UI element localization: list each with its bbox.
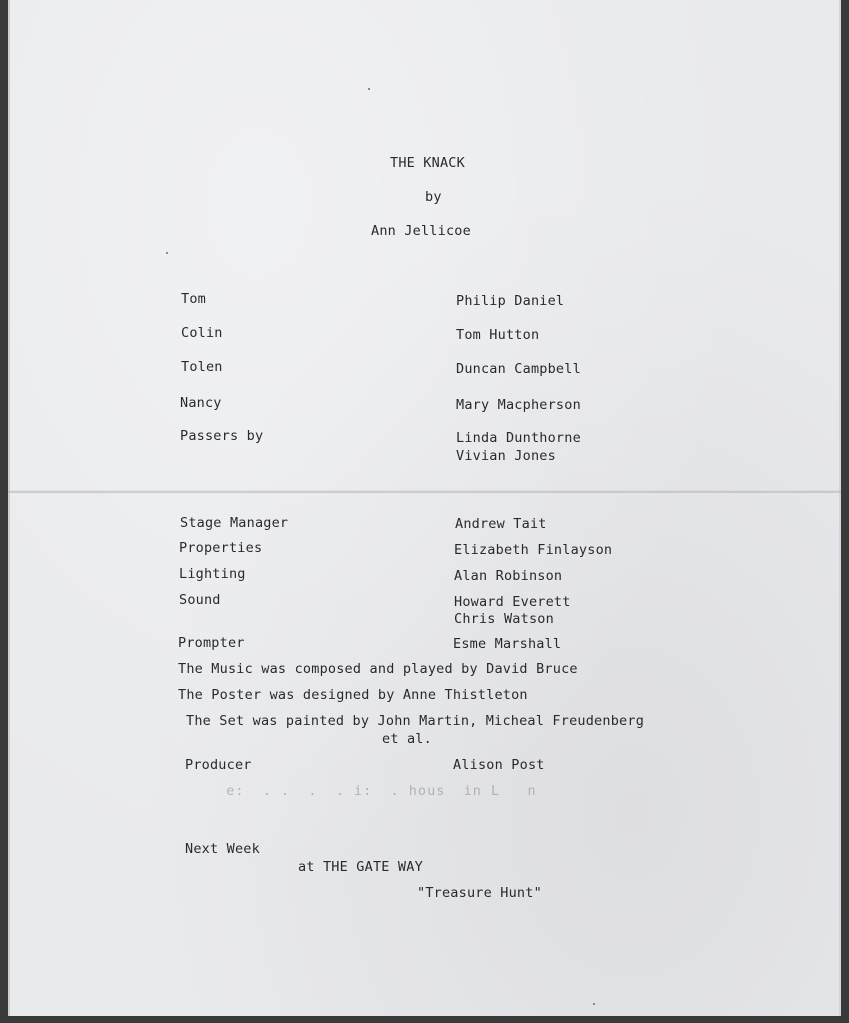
faded-text-line: e: . . . . i: . hous in L n — [208, 783, 537, 799]
producer-name: Alison Post — [453, 757, 545, 773]
paper-fold-crease — [8, 490, 841, 494]
crew-name: Esme Marshall — [453, 636, 562, 652]
music-credit: The Music was composed and played by David Bruce — [178, 661, 578, 677]
cast-role: Colin — [181, 325, 223, 341]
crew-role: Properties — [179, 540, 263, 556]
cast-actor: Tom Hutton — [456, 327, 540, 343]
ink-speck — [368, 88, 370, 90]
by-line: by — [425, 189, 442, 205]
ink-speck — [593, 1003, 595, 1005]
producer-role: Producer — [185, 757, 252, 773]
set-credit-continued: et al. — [382, 731, 432, 747]
set-credit: The Set was painted by John Martin, Micheal Freudenberg — [186, 713, 645, 729]
cast-role: Nancy — [180, 395, 222, 411]
author-name: Ann Jellicoe — [371, 223, 471, 239]
crew-name: Chris Watson — [454, 611, 554, 627]
cast-actor: Linda Dunthorne — [456, 430, 581, 446]
crew-role: Lighting — [179, 566, 246, 582]
cast-role: Tom — [181, 291, 206, 307]
next-week-play: "Treasure Hunt" — [417, 885, 542, 901]
crew-name: Elizabeth Finlayson — [454, 542, 613, 558]
crew-role: Prompter — [178, 635, 245, 651]
crew-name: Alan Robinson — [454, 568, 563, 584]
programme-sheet — [8, 0, 841, 1016]
crew-name: Andrew Tait — [455, 516, 547, 532]
crew-name: Howard Everett — [454, 594, 571, 610]
play-title: THE KNACK — [390, 155, 465, 171]
crew-role: Stage Manager — [180, 515, 289, 531]
cast-role: Passers by — [180, 428, 264, 444]
cast-role: Tolen — [181, 359, 223, 375]
crew-role: Sound — [179, 592, 221, 608]
next-week-label: Next Week — [185, 841, 260, 857]
poster-credit: The Poster was designed by Anne Thistleton — [178, 687, 528, 703]
cast-actor: Philip Daniel — [456, 293, 565, 309]
next-week-venue: at THE GATE WAY — [298, 859, 423, 875]
cast-actor: Duncan Campbell — [456, 361, 581, 377]
ink-speck — [166, 252, 168, 254]
cast-actor: Vivian Jones — [456, 448, 556, 464]
cast-actor: Mary Macpherson — [456, 397, 581, 413]
